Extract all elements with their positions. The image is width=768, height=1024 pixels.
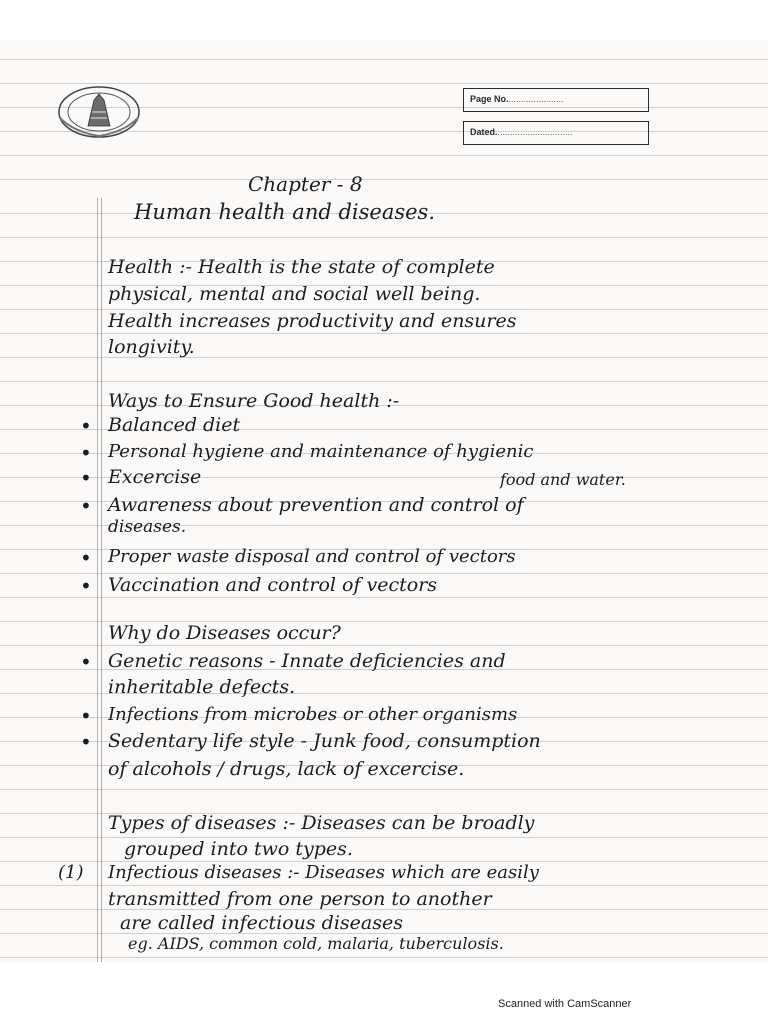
ways-item-continuation: food and water. bbox=[500, 470, 626, 489]
ways-item: Vaccination and control of vectors bbox=[108, 574, 438, 596]
bullet-dot: • bbox=[80, 730, 92, 754]
page-number-field bbox=[463, 88, 649, 112]
bullet-dot: • bbox=[80, 441, 92, 465]
infectious-line: Infectious diseases :- Diseases which are easily bbox=[108, 862, 539, 883]
chapter-heading: Chapter - 8 bbox=[248, 172, 363, 196]
margin-line bbox=[101, 198, 102, 962]
ways-item-continuation: diseases. bbox=[108, 517, 187, 537]
bullet-dot: • bbox=[80, 466, 92, 490]
bullet-dot: • bbox=[80, 650, 92, 674]
types-line: Types of diseases :- Diseases can be broadly bbox=[108, 812, 535, 834]
ways-item: Balanced diet bbox=[108, 414, 241, 436]
ways-item: Proper waste disposal and control of vectors bbox=[108, 546, 516, 567]
dated-field bbox=[463, 121, 649, 145]
bullet-dot: • bbox=[80, 704, 92, 728]
types-line: grouped into two types. bbox=[124, 838, 353, 860]
dated-dots: .............................. bbox=[497, 127, 573, 137]
bullet-dot: • bbox=[80, 546, 92, 570]
why-item: Sedentary life style - Junk food, consumption bbox=[108, 730, 541, 752]
bullet-dot: • bbox=[80, 494, 92, 518]
infectious-line: transmitted from one person to another bbox=[108, 888, 492, 910]
ways-heading: Ways to Ensure Good health :- bbox=[108, 390, 400, 412]
infectious-example: eg. AIDS, common cold, malaria, tuberculosis. bbox=[128, 934, 504, 953]
list-marker: (1) bbox=[58, 862, 84, 883]
why-item: Genetic reasons - Innate deficiencies and bbox=[108, 650, 506, 672]
scanner-watermark: Scanned with CamScanner bbox=[498, 998, 632, 1010]
why-item-continuation: of alcohols / drugs, lack of excercise. bbox=[108, 758, 465, 780]
infectious-line: are called infectious diseases bbox=[120, 912, 403, 934]
why-heading: Why do Diseases occur? bbox=[108, 622, 341, 644]
health-line: Health :- Health is the state of complete bbox=[108, 256, 495, 278]
ways-item: Excercise bbox=[108, 466, 202, 488]
school-seal-logo bbox=[54, 82, 144, 142]
bullet-dot: • bbox=[80, 414, 92, 438]
dated-label: Dated. bbox=[470, 127, 498, 137]
page-number-dots: ...................... bbox=[508, 94, 564, 104]
margin-line bbox=[97, 198, 98, 962]
page-number-label: Page No. bbox=[470, 94, 509, 104]
health-line: Health increases productivity and ensures bbox=[108, 310, 517, 332]
health-line: longivity. bbox=[108, 336, 195, 358]
ways-item: Personal hygiene and maintenance of hygienic bbox=[108, 441, 534, 462]
ways-item: Awareness about prevention and control of bbox=[108, 494, 524, 516]
why-item-continuation: inheritable defects. bbox=[108, 676, 296, 698]
chapter-title: Human health and diseases. bbox=[134, 200, 436, 224]
bullet-dot: • bbox=[80, 574, 92, 598]
health-line: physical, mental and social well being. bbox=[108, 283, 481, 305]
why-item: Infections from microbes or other organisms bbox=[108, 704, 518, 725]
